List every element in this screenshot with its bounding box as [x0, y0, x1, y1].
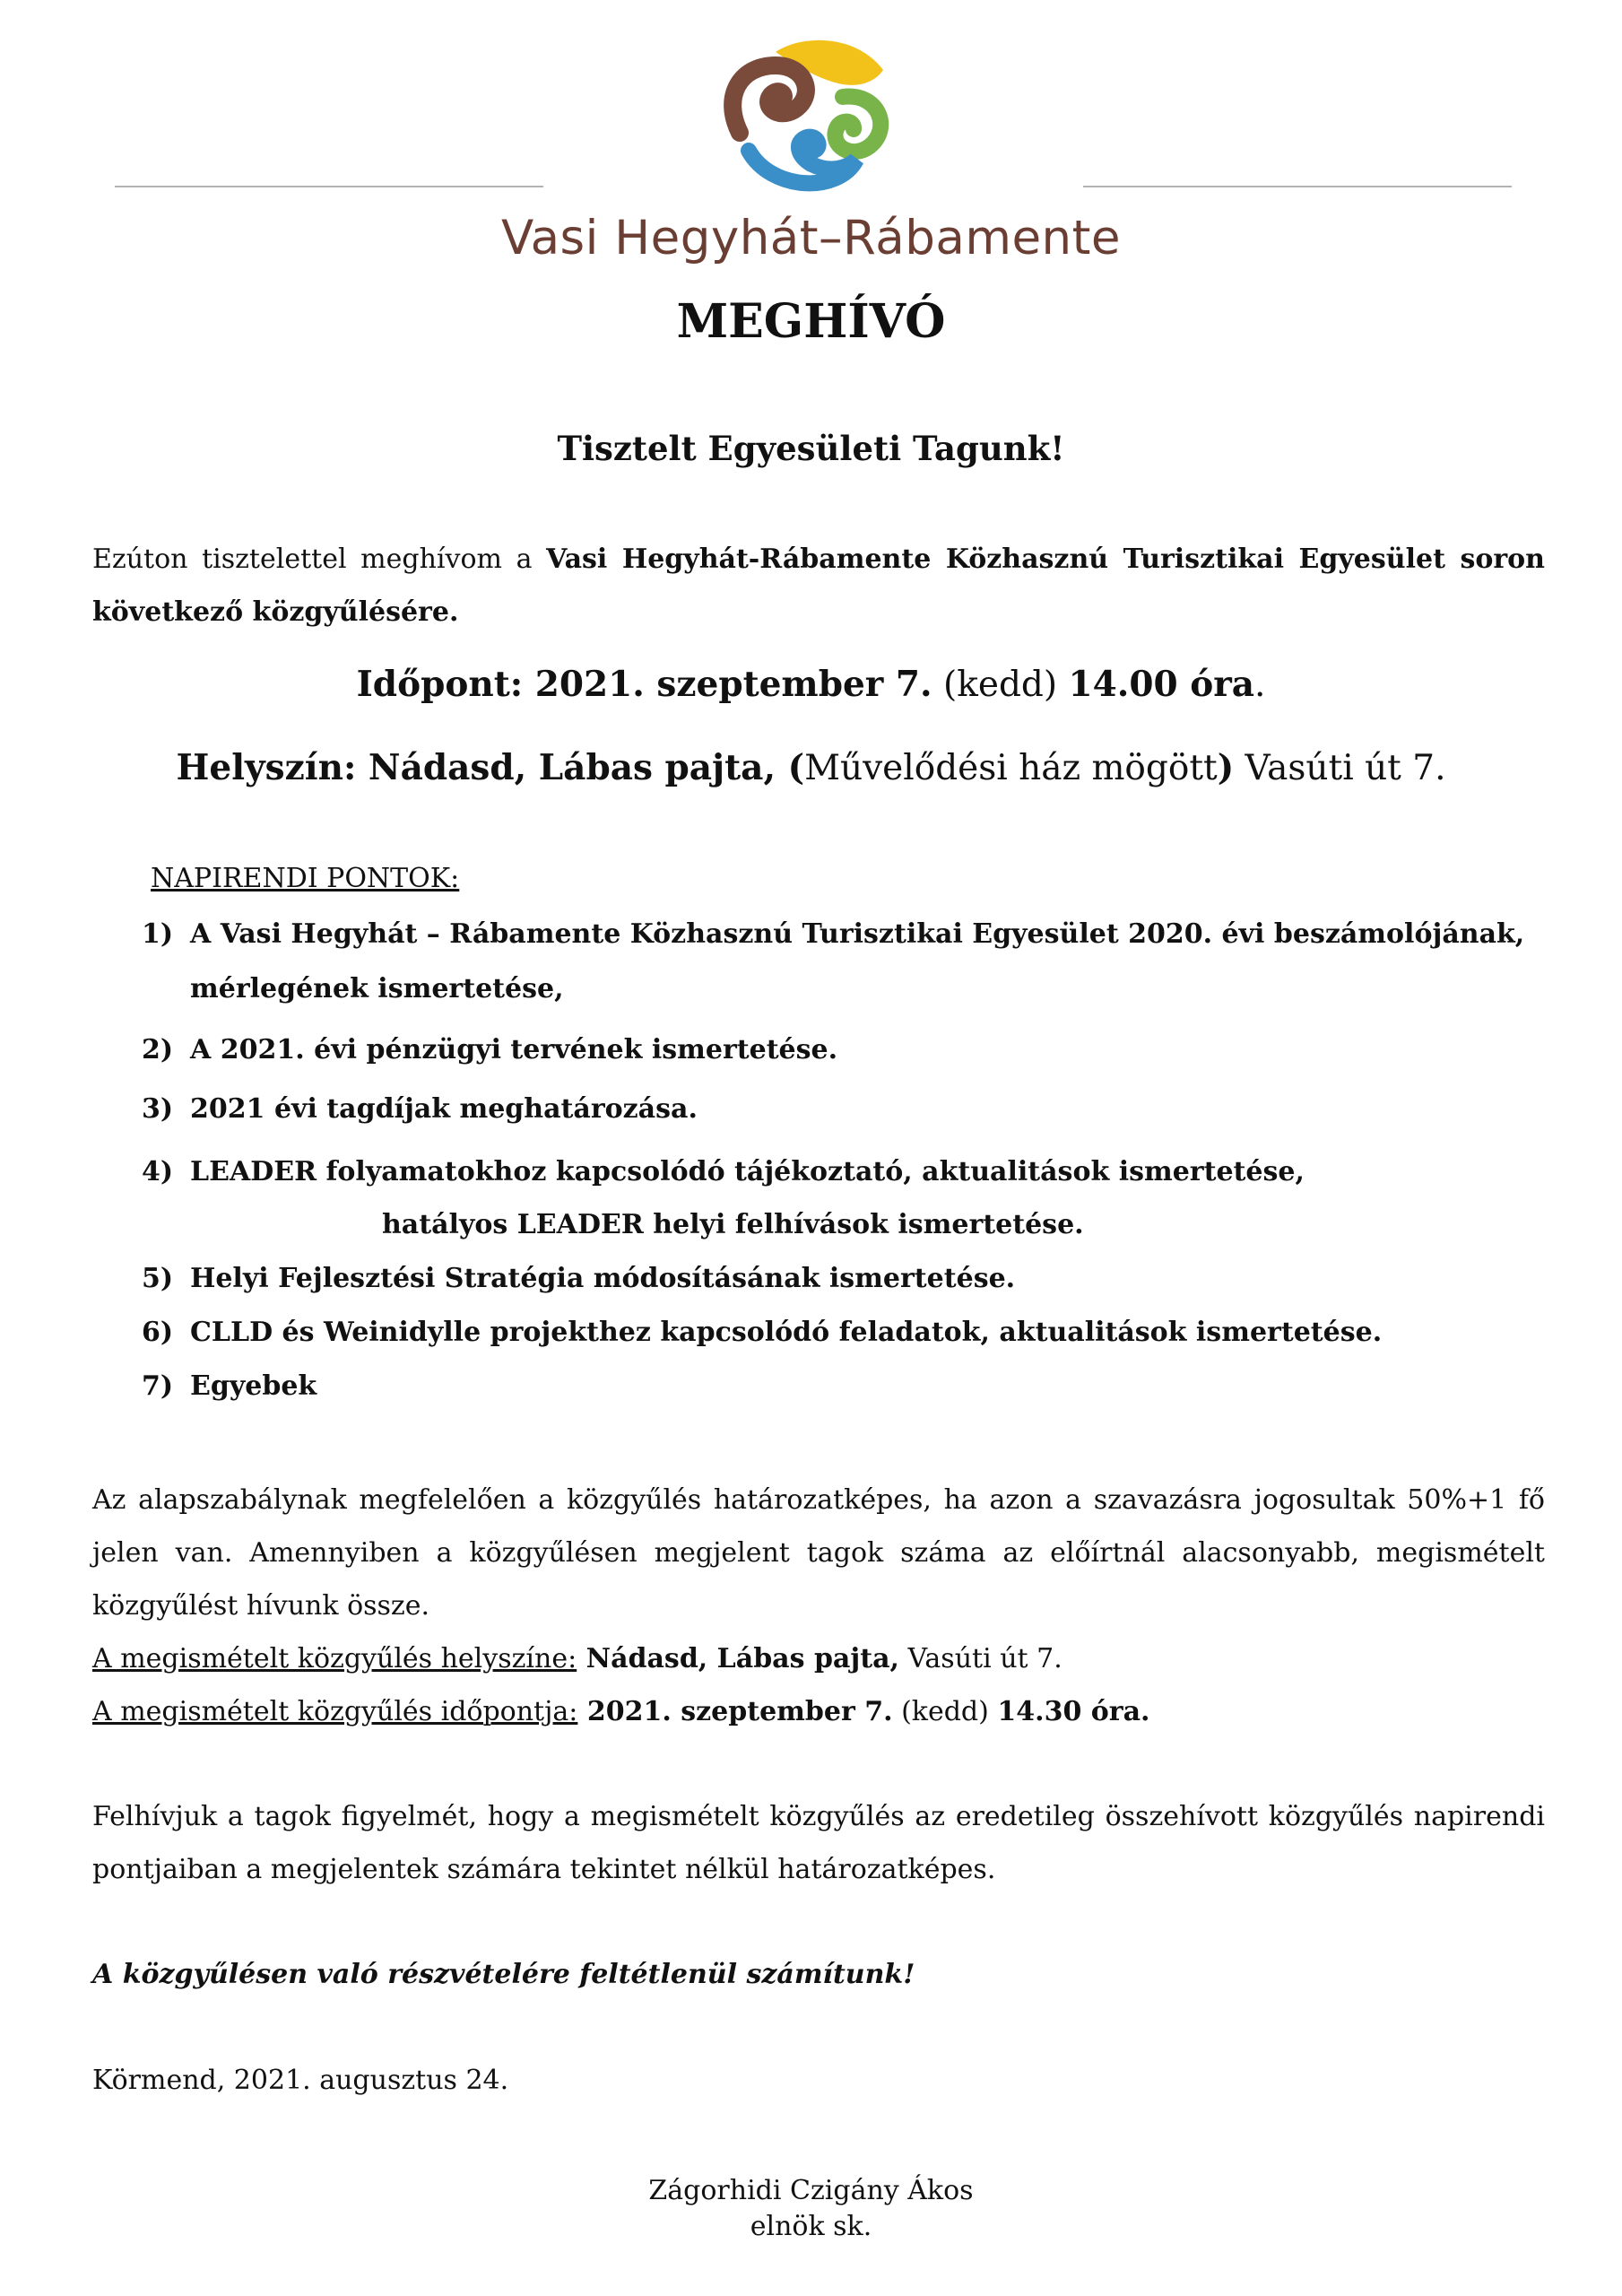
agenda-item-text: Egyebek [190, 1370, 317, 1402]
agenda-item-text: LEADER folyamatokhoz kapcsolódó tájékoztató, aktualitások ismertetése, [190, 1156, 1305, 1187]
meeting-venue: Művelődési ház mögött [804, 748, 1218, 788]
intro-text: Ezúton tisztelettel meghívom a [92, 544, 547, 575]
agenda-heading: NAPIRENDI PONTOK: [151, 863, 460, 894]
meeting-place [0, 747, 1622, 788]
meeting-date: Időpont: 2021. szeptember 7. [356, 664, 932, 705]
signature-role: elnök sk. [750, 2211, 872, 2242]
meeting-time [0, 664, 1622, 705]
agenda-item-number: 7) [142, 1370, 174, 1402]
logo-green-swirl [835, 97, 880, 152]
meeting-hour: 14.00 óra [1068, 664, 1255, 705]
repeat-time-day: (kedd) [892, 1696, 998, 1727]
repeat-place-label: A megismételt közgyűlés helyszíne: [92, 1643, 577, 1674]
meeting-venue-close: ) [1217, 747, 1235, 788]
agenda-item-1-cont: mérlegének ismertetése, [190, 973, 564, 1004]
repeat-meeting-time [92, 1685, 1149, 1738]
meeting-day: (kedd) [932, 665, 1069, 705]
repeat-time-label: A megismételt közgyűlés időpontja: [92, 1696, 578, 1727]
signature-name: Zágorhidi Czigány Ákos [648, 2175, 974, 2206]
logo-wordmark: Vasi Hegyhát–Rábamente [500, 211, 1122, 265]
header-rule-left [115, 186, 543, 187]
logo-brown-swirl [733, 65, 806, 133]
meeting-place-label: Helyszín: Nádasd, Lábas pajta, ( [176, 747, 805, 788]
agenda-item-number: 6) [142, 1317, 174, 1348]
intro-bold-text: Vasi Hegyhát-Rábamente Közhasznú Turisztikai Egyesület soron következő közgyűlésére. [92, 544, 1545, 628]
meeting-time-end: . [1254, 665, 1266, 705]
agenda-item-number: 4) [142, 1156, 174, 1187]
repeat-meeting-place [92, 1632, 1063, 1685]
agenda-item-number: 2) [142, 1034, 174, 1065]
meeting-street: Vasúti út 7. [1234, 748, 1446, 788]
notice-paragraph: Felhívjuk a tagok figyelmét, hogy a megismételt közgyűlés az eredetileg összehívott közgyűlés napirendi pontjaiban a megjelentek számára tekintet nélkül határozatképes. [92, 1801, 1545, 1885]
agenda-item-text: 2021 évi tagdíjak meghatározása. [190, 1093, 698, 1125]
agenda-item-number: 1) [142, 918, 174, 950]
agenda-item-text: CLLD és Weinidylle projekthez kapcsolódó feladatok, aktualitások ismertetése. [190, 1317, 1383, 1348]
page-title: MEGHÍVÓ [676, 294, 946, 349]
association-logo [722, 34, 901, 196]
salutation: Tisztelt Egyesületi Tagunk! [557, 429, 1065, 468]
closing-statement: A közgyűlésen való részvételére feltétlenül számítunk! [92, 1959, 915, 1990]
header-rule-right [1083, 186, 1512, 187]
quorum-paragraph: Az alapszabálynak megfelelően a közgyűlés határozatképes, ha azon a szavazásra jogosultak 50%+1 fő jelen van. Amennyiben a közgyűlésen megjelent tagok száma az előírtnál alacsonyabb, megismételt közgyűlést hívunk össze. [92, 1484, 1545, 1622]
agenda-item-text: Helyi Fejlesztési Stratégia módosításának ismertetése. [190, 1263, 1016, 1294]
intro-paragraph [92, 533, 1545, 639]
agenda-item-number: 3) [142, 1093, 174, 1125]
repeat-place-bold: Nádasd, Lábas pajta, [577, 1643, 899, 1674]
repeat-place-rest: Vasúti út 7. [898, 1643, 1063, 1674]
agenda-item-number: 5) [142, 1263, 174, 1294]
agenda-item-text: A Vasi Hegyhát – Rábamente Közhasznú Turisztikai Egyesület 2020. évi beszámolójának, [190, 918, 1525, 950]
place-and-date: Körmend, 2021. augusztus 24. [92, 2065, 509, 2096]
agenda-item-text: A 2021. évi pénzügyi tervének ismertetése. [190, 1034, 838, 1065]
agenda-item-4-cont: hatályos LEADER helyi felhívások ismertetése. [382, 1209, 1084, 1240]
repeat-time-date: 2021. szeptember 7. [577, 1696, 893, 1727]
repeat-time-hour: 14.30 óra. [997, 1696, 1150, 1727]
